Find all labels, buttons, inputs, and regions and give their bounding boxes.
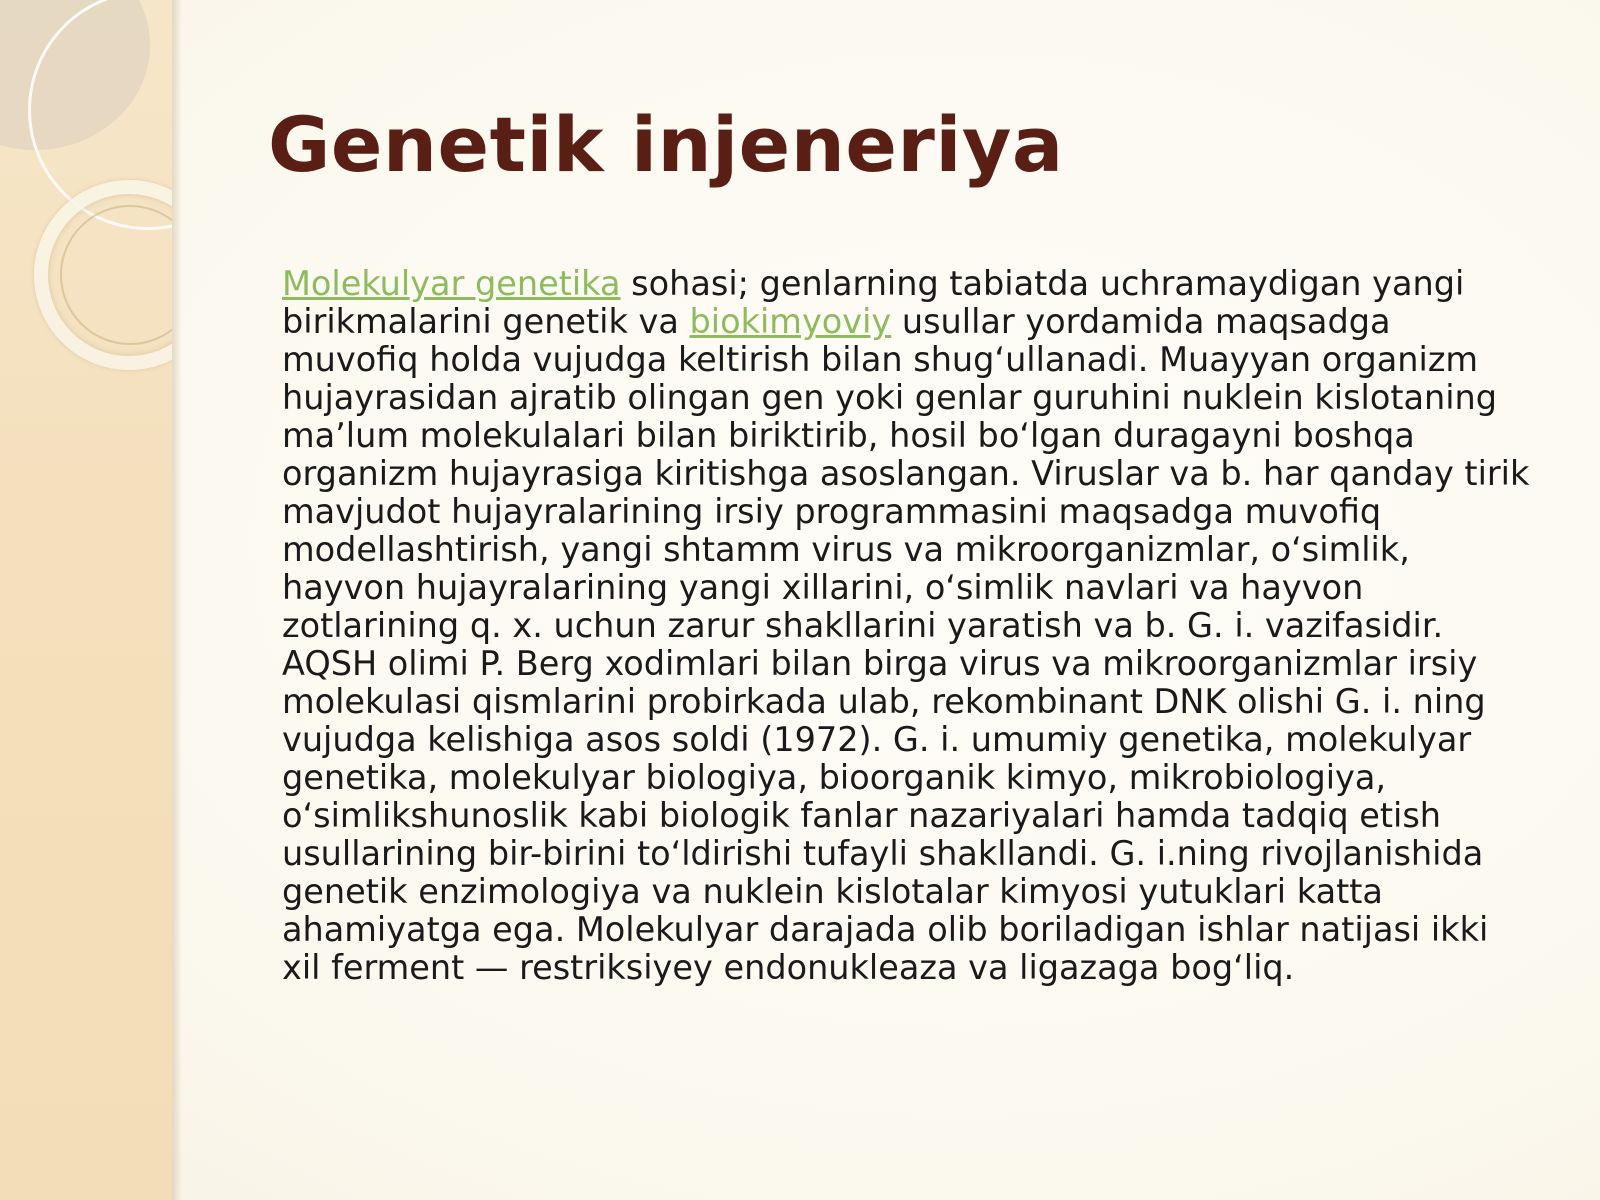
slide-title: Genetik injeneriya	[268, 100, 1064, 189]
side-band-shadow	[172, 0, 182, 1200]
paragraph-text-segment: usullar yordamida maqsadga muvofiq holda vujudga keltirish bilan shugʻullanadi. Muayyan organizm hujayrasidan ajratib olingan gen yoki genlar guruhini nuklein kislotaning maʼlum molekulalari bilan biriktirib, hosil boʻlgan duragayni boshqa organizm hujayrasiga kiritishga asoslangan. Viruslar va b. har qanday tirik mavjudot hujayralarining irsiy programmasini maqsadga muvofiq modellashtirish, yangi shtamm virus va mikroorganizmlar, oʻsimlik, hayvon hujayralarining yangi xillarini, oʻsimlik navlari va hayvon zotlarining q. x. uchun zarur shakllarini yaratish va b. G. i. vazifasidir. AQSH olimi P. Berg xodimlari bilan birga virus va mikroorganizmlar irsiy molekulasi qismlarini probirkada ulab, rekombinant DNK olishi G. i. ning vujudga kelishiga asos soldi (1972). G. i. umumiy genetika, molekulyar genetika, molekulyar biologiya, bioorganik kimyo, mikrobiologiya, oʻsimlikshunoslik kabi biologik fanlar nazariyalari hamda tadqiq etish usullarining bir-birini toʻldirishi tufayli shakllandi. G. i.ning rivojlanishida genetik enzimologiya va nuklein kislotalar kimyosi yutuklari katta ahamiyatga ega. Molekulyar darajada olib boriladigan ishlar natijasi ikki xil ferment — restriksiyey endonukleaza va ligazaga bogʻliq.	[282, 302, 1530, 987]
link-biokimyoviy[interactable]: biokimyoviy	[689, 302, 892, 341]
decorative-side-band	[0, 0, 172, 1200]
paragraph-text-segment: sohasi; genlarning tabiatda uchramaydigan yangi birikmalarini genetik va	[282, 264, 1465, 341]
link-molekulyar-genetika[interactable]: Molekulyar genetika	[282, 264, 621, 303]
slide-body-paragraph	[282, 265, 1537, 987]
